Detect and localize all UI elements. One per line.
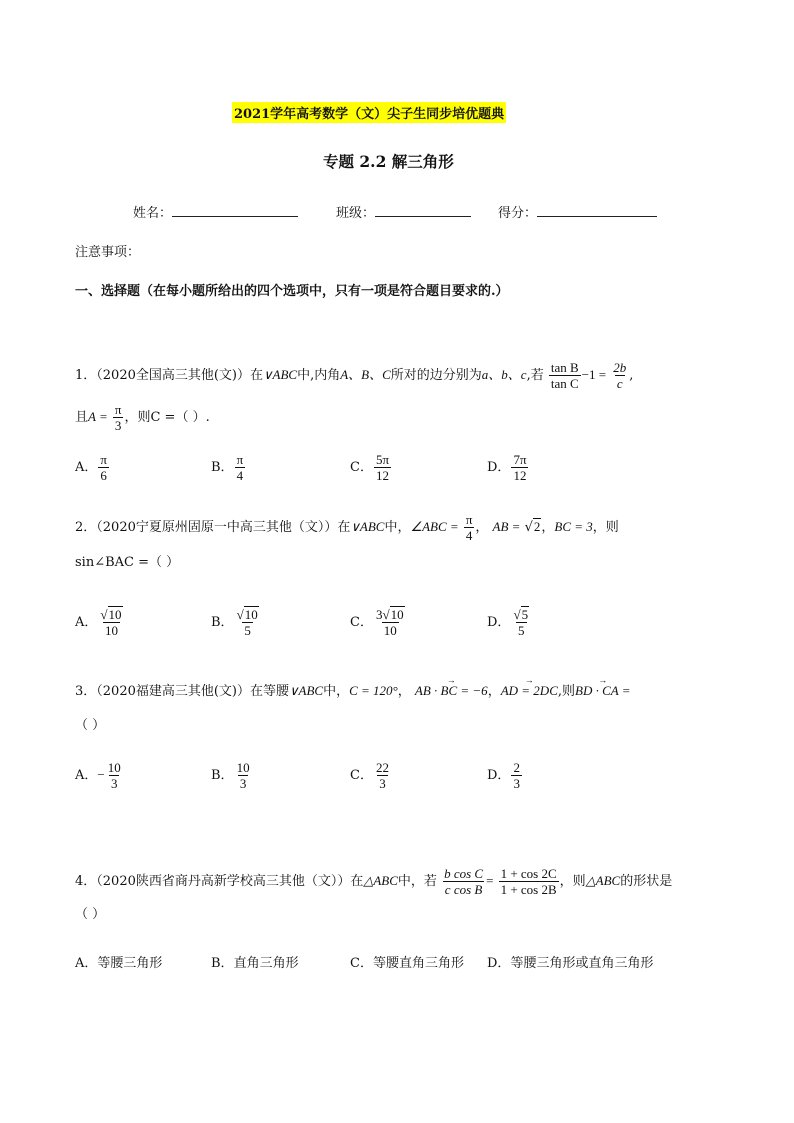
question-1-option-c[interactable]: C． $\frac{5\pi}{12}$ [350,452,390,483]
score-label: 得分： [498,206,538,221]
question-4-option-d[interactable]: D．等腰三角形或直角三角形 [487,956,654,971]
question-3-option-c[interactable]: C． $\frac{22}{3}$ [350,760,389,791]
class-field[interactable] [336,204,471,224]
name-label: 姓名： [133,206,173,221]
class-blank[interactable] [375,206,471,217]
fraction: $\frac{\text{tan B}}{\text{tan C}}$ [550,360,579,391]
fraction: $\frac{\pi}{4}$ [465,512,473,543]
question-3-option-a[interactable]: A．− $\frac{10}{3}$ [75,760,121,791]
question-3-option-d[interactable]: D． $\frac{2}{3}$ [487,760,520,791]
question-2-option-a[interactable]: A． $\frac{√10}{10}$ [75,607,122,638]
question-4-line-1: 4．（2020陕西省商丹高新学校高三其他（文））在△ABC中，若 $\frac{\text{b cos C}}{\text{c cos B}}$ = $\frac{1 + \cos 2C}{1 + \cos 2B}$ ，则△ABC的形状是 [75,866,673,897]
question-4-option-c[interactable]: C．等腰直角三角形 [350,956,464,971]
question-4-line-2: （ ） [75,907,106,922]
name-field[interactable] [133,204,298,224]
question-1-line-1: 1．（2020全国高三其他(文)）在∨ABC中,内角A、B、C所对的边分别为a、b、c,若 $\frac{\text{tan B}}{\text{tan C}}$ −1 = $\frac{2b}{c}$ , [75,360,634,391]
question-3-line-2: （ ） [75,718,106,733]
question-2-option-b[interactable]: B． $\frac{√10}{5}$ [211,607,258,638]
question-1-option-d[interactable]: D． $\frac{7\pi}{12}$ [487,452,527,483]
question-3-line-1: 3．（2020福建高三其他(文)）在等腰∨ABC中，C = 120°， → AB · BC = −6，→ AD = 2DC,则→ BD · CA = [75,681,631,702]
question-2-line-2: sin∠BAC =（ ） [75,555,180,570]
fraction: $\frac{2b}{c}$ [613,360,627,391]
score-field[interactable] [498,204,657,224]
notice-label: 注意事项： [75,245,141,260]
question-4-option-a[interactable]: A．等腰三角形 [75,956,163,971]
class-label: 班级： [336,206,376,221]
question-2-line-1: 2．（2020宁夏原州固原一中高三其他（文））在∨ABC中，∠ABC = $\frac{\pi}{4}$ ， AB = √2，BC = 3，则 [75,512,619,543]
score-blank[interactable] [537,206,657,217]
question-3-option-b[interactable]: B． $\frac{10}{3}$ [211,760,250,791]
question-1-line-2: 且A = $\frac{\pi}{3}$ ，则C =（ ）. [75,402,210,433]
question-4-option-b[interactable]: B．直角三角形 [211,956,299,971]
fraction: $\frac{1 + \cos 2C}{1 + \cos 2B}$ [500,866,557,897]
series-title: 2021学年高考数学（文）尖子生同步培优题典 [232,102,506,123]
question-1-option-a[interactable]: A． $\frac{\pi}{6}$ [75,452,107,483]
name-blank[interactable] [172,206,298,217]
question-1-option-b[interactable]: B． $\frac{\pi}{4}$ [211,452,244,483]
fraction: $\frac{\pi}{3}$ [114,402,122,433]
question-2-option-d[interactable]: D． $\frac{√5}{5}$ [487,607,529,638]
fraction: $\frac{\text{b cos C}}{\text{c cos B}}$ [444,866,484,897]
page-title: 专题 2.2 解三角形 [323,152,454,171]
section-heading: 一、选择题（在每小题所给出的四个选项中，只有一项是符合题目要求的.） [75,284,509,299]
question-2-option-c[interactable]: C． $\frac{3√10}{10}$ [350,607,404,638]
